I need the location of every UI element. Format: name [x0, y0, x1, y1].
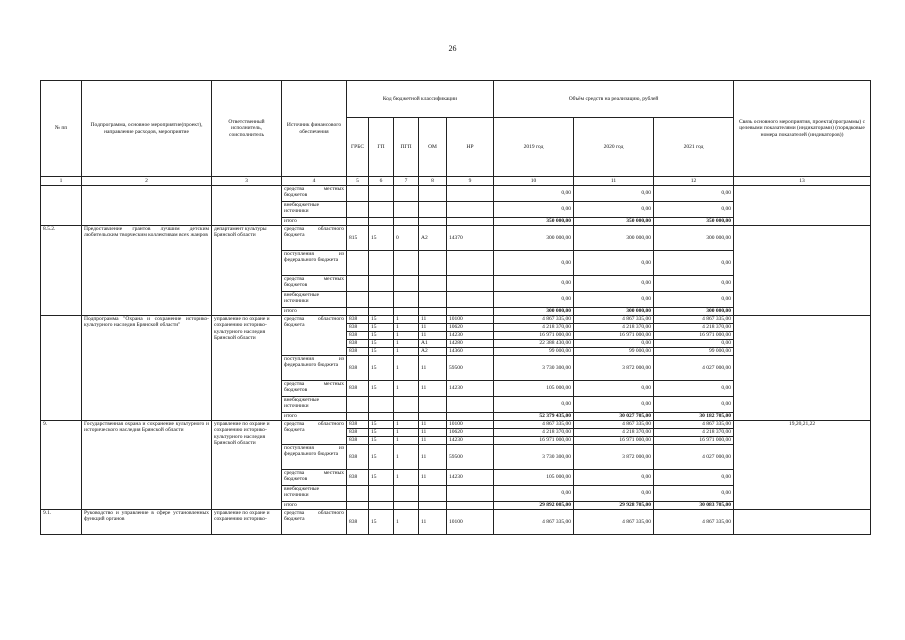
source-federal: поступления из федерального бюджета — [282, 251, 347, 276]
value-2019: 22 388 430,00 — [494, 340, 574, 348]
code-np: 14230 — [447, 437, 494, 445]
header-responsible: Ответственный исполнитель, соисполнитель — [212, 81, 282, 177]
table-row — [41, 421, 871, 429]
source-nonbudget: внебюджетные источники — [282, 486, 347, 502]
code-np: 14230 — [447, 470, 494, 486]
value-2020: 300 000,00 — [574, 226, 654, 251]
source-local: средства местных бюджетов — [282, 276, 347, 292]
table-row — [41, 226, 871, 251]
total-2019: 52 379 435,00 — [494, 413, 574, 421]
value-2021: 0,00 — [654, 251, 734, 276]
value-2019: 16 971 000,00 — [494, 437, 574, 445]
value-2021: 4 218 370,00 — [654, 429, 734, 437]
code-grbs: 838 — [347, 340, 369, 348]
value-2021: 0,00 — [654, 202, 734, 218]
value-2020: 4 218 370,00 — [574, 324, 654, 332]
value-2021: 4 027 000,00 — [654, 445, 734, 470]
value-2021: 0,00 — [654, 486, 734, 502]
value-2020: 0,00 — [574, 251, 654, 276]
code-gp: 15 — [369, 226, 394, 251]
header-no: № пп — [41, 81, 82, 177]
value-2019: 0,00 — [494, 251, 574, 276]
code-om: 11 — [419, 316, 447, 324]
total-2019: 29 892 005,00 — [494, 502, 574, 510]
row-link — [734, 316, 871, 421]
code-np: 10100 — [447, 510, 494, 535]
header-pgp: ПГП — [394, 118, 419, 177]
header-2021: 2021 год — [654, 118, 734, 177]
code-gp: 15 — [369, 429, 394, 437]
row-no: 9. — [41, 421, 82, 510]
column-number: 10 — [494, 177, 574, 186]
code-gp: 15 — [369, 510, 394, 535]
value-2019: 99 000,00 — [494, 348, 574, 356]
value-2019: 0,00 — [494, 397, 574, 413]
source-nonbudget: внебюджетные источники — [282, 397, 347, 413]
header-budget-code: Код бюджетной классификации — [347, 81, 494, 118]
table-row — [41, 510, 871, 535]
value-2021: 0,00 — [654, 186, 734, 202]
code-grbs: 838 — [347, 348, 369, 356]
row-responsible: управление по охране и сохранению историко- — [212, 510, 282, 535]
source-regional: средства областного бюджета — [282, 316, 347, 356]
value-2019: 0,00 — [494, 486, 574, 502]
source-total: итого — [282, 413, 347, 421]
row-name — [82, 186, 212, 226]
code-om: 11 — [419, 429, 447, 437]
code-om: 11 — [419, 381, 447, 397]
column-number: 12 — [654, 177, 734, 186]
code-np: 14370 — [447, 226, 494, 251]
value-2019: 300 000,00 — [494, 226, 574, 251]
source-local: средства местных бюджетов — [282, 470, 347, 486]
value-2020: 4 867 335,00 — [574, 421, 654, 429]
code-np: 14360 — [447, 348, 494, 356]
code-pgp: 1 — [394, 316, 419, 324]
code-pgp: 1 — [394, 356, 419, 381]
code-np: 14280 — [447, 340, 494, 348]
code-grbs: 838 — [347, 437, 369, 445]
header-2020: 2020 год — [574, 118, 654, 177]
column-number: 13 — [734, 177, 871, 186]
source-regional: средства областного бюджета — [282, 421, 347, 445]
code-np: 10100 — [447, 316, 494, 324]
row-name: Руководство и управление в сфере установленных функций органов — [82, 510, 212, 535]
column-number: 11 — [574, 177, 654, 186]
code-np: 10100 — [447, 421, 494, 429]
row-link — [734, 226, 871, 316]
code-grbs: 838 — [347, 324, 369, 332]
column-number: 8 — [419, 177, 447, 186]
total-2021: 30 182 705,00 — [654, 413, 734, 421]
code-om: 11 — [419, 470, 447, 486]
code-grbs: 838 — [347, 332, 369, 340]
code-gp: 15 — [369, 381, 394, 397]
row-name: Подпрограмма "Охрана и сохранение историко-культурного наследия Брянской области" — [82, 316, 212, 421]
value-2019: 105 000,00 — [494, 470, 574, 486]
value-2020: 0,00 — [574, 381, 654, 397]
value-2020: 0,00 — [574, 397, 654, 413]
value-2020: 4 218 370,00 — [574, 429, 654, 437]
column-number: 9 — [447, 177, 494, 186]
row-link — [734, 186, 871, 226]
value-2019: 0,00 — [494, 202, 574, 218]
code-np: 10620 — [447, 429, 494, 437]
value-2020: 0,00 — [574, 292, 654, 308]
row-responsible: департамент культуры Брянской области — [212, 226, 282, 316]
header-row — [41, 81, 871, 118]
header-np: НР — [447, 118, 494, 177]
row-link: 19,20,21,22 — [734, 421, 871, 510]
row-no: 8.5.2. — [41, 226, 82, 316]
row-name: Предоставление грантов лучшим детским любительским творческим коллективам всех жанров — [82, 226, 212, 316]
value-2020: 0,00 — [574, 486, 654, 502]
code-gp: 15 — [369, 421, 394, 429]
total-2021: 30 083 705,00 — [654, 502, 734, 510]
code-om: 11 — [419, 445, 447, 470]
code-grbs: 838 — [347, 445, 369, 470]
source-local: средства местных бюджетов — [282, 186, 347, 202]
source-total: итого — [282, 308, 347, 316]
source-nonbudget: внебюджетные источники — [282, 202, 347, 218]
value-2021: 4 218 370,00 — [654, 324, 734, 332]
total-2020: 29 928 705,00 — [574, 502, 654, 510]
total-2020: 30 027 705,00 — [574, 413, 654, 421]
code-pgp: 1 — [394, 332, 419, 340]
code-gp: 15 — [369, 445, 394, 470]
value-2020: 0,00 — [574, 276, 654, 292]
code-grbs: 838 — [347, 316, 369, 324]
header-grbs: ГРБС — [347, 118, 369, 177]
value-2021: 0,00 — [654, 381, 734, 397]
value-2020: 0,00 — [574, 470, 654, 486]
header-link: Связь основного мероприятия, проекта(программы) с целевыми показателями (индикаторами) (порядковые номера показателей (индикаторов)) — [734, 81, 871, 177]
code-pgp: 0 — [394, 226, 419, 251]
value-2021: 99 000,00 — [654, 348, 734, 356]
value-2019: 0,00 — [494, 292, 574, 308]
table-row — [41, 186, 871, 202]
code-grbs: 838 — [347, 421, 369, 429]
code-pgp: 1 — [394, 429, 419, 437]
source-nonbudget: внебюджетные источники — [282, 292, 347, 308]
value-2020: 99 000,00 — [574, 348, 654, 356]
header-2019: 2019 год — [494, 118, 574, 177]
code-pgp: 1 — [394, 340, 419, 348]
source-local: средства местных бюджетов — [282, 381, 347, 397]
column-number: 1 — [41, 177, 82, 186]
value-2020: 4 867 335,00 — [574, 316, 654, 324]
code-grbs: 838 — [347, 470, 369, 486]
header-om: ОМ — [419, 118, 447, 177]
value-2020: 0,00 — [574, 186, 654, 202]
value-2019: 4 218 370,00 — [494, 324, 574, 332]
code-pgp: 1 — [394, 445, 419, 470]
code-om: 11 — [419, 421, 447, 429]
code-np: 14230 — [447, 381, 494, 397]
value-2019: 4 867 335,00 — [494, 510, 574, 535]
total-2019: 350 000,00 — [494, 218, 574, 226]
code-gp: 15 — [369, 340, 394, 348]
code-pgp: 1 — [394, 324, 419, 332]
value-2019: 3 730 300,00 — [494, 445, 574, 470]
value-2021: 4 867 335,00 — [654, 316, 734, 324]
code-gp: 15 — [369, 324, 394, 332]
value-2021: 300 000,00 — [654, 226, 734, 251]
value-2019: 3 730 300,00 — [494, 356, 574, 381]
value-2020: 0,00 — [574, 202, 654, 218]
value-2019: 16 971 000,00 — [494, 332, 574, 340]
value-2021: 0,00 — [654, 470, 734, 486]
header-source: Источник финансового обеспечения — [282, 81, 347, 177]
value-2020: 4 867 335,00 — [574, 510, 654, 535]
code-om: А2 — [419, 226, 447, 251]
code-om: А1 — [419, 340, 447, 348]
header-name: Подпрограмма, основное мероприятие(проект), направление расходов, мероприятие — [82, 81, 212, 177]
total-2021: 350 000,00 — [654, 218, 734, 226]
code-gp: 15 — [369, 356, 394, 381]
source-regional: средства областного бюджета — [282, 510, 347, 535]
total-2020: 350 000,00 — [574, 218, 654, 226]
row-responsible — [212, 186, 282, 226]
source-total: итого — [282, 218, 347, 226]
code-grbs: 838 — [347, 429, 369, 437]
value-2019: 0,00 — [494, 276, 574, 292]
code-grbs: 838 — [347, 381, 369, 397]
value-2021: 4 867 335,00 — [654, 421, 734, 429]
column-number: 4 — [282, 177, 347, 186]
code-grbs: 838 — [347, 356, 369, 381]
code-om: 11 — [419, 510, 447, 535]
source-federal: поступления из федерального бюджета — [282, 356, 347, 381]
header-gp: ГП — [369, 118, 394, 177]
table-row — [41, 316, 871, 324]
code-np: 14230 — [447, 332, 494, 340]
row-no — [41, 186, 82, 226]
code-gp: 15 — [369, 316, 394, 324]
code-om: 11 — [419, 324, 447, 332]
row-responsible: управление по охране и сохранению историко-культурного наследия Брянской области — [212, 421, 282, 510]
code-pgp: 1 — [394, 381, 419, 397]
code-grbs: 838 — [347, 510, 369, 535]
code-np: 59500 — [447, 445, 494, 470]
code-om: 11 — [419, 332, 447, 340]
value-2019: 0,00 — [494, 186, 574, 202]
row-responsible: управление по охране и сохранению историко-культурного наследия Брянской области — [212, 316, 282, 421]
code-pgp: 1 — [394, 421, 419, 429]
code-np: 59500 — [447, 356, 494, 381]
value-2021: 4 027 000,00 — [654, 356, 734, 381]
row-link — [734, 510, 871, 535]
value-2021: 4 867 335,00 — [654, 510, 734, 535]
code-pgp: 1 — [394, 510, 419, 535]
header-volume: Объём средств на реализацию, рублей — [494, 81, 734, 118]
value-2021: 0,00 — [654, 292, 734, 308]
column-number: 3 — [212, 177, 282, 186]
row-name: Государственная охрана и сохранение культурного и исторического наследия Брянской области — [82, 421, 212, 510]
value-2020: 0,00 — [574, 340, 654, 348]
page-number: 26 — [448, 44, 457, 53]
value-2021: 0,00 — [654, 397, 734, 413]
total-2020: 300 000,00 — [574, 308, 654, 316]
header-numbering-row — [41, 177, 871, 186]
total-2021: 300 000,00 — [654, 308, 734, 316]
value-2020: 3 872 000,00 — [574, 356, 654, 381]
value-2020: 16 971 000,00 — [574, 437, 654, 445]
code-om: 11 — [419, 437, 447, 445]
budget-table — [40, 80, 871, 535]
value-2021: 0,00 — [654, 276, 734, 292]
source-federal: поступления из федерального бюджета — [282, 445, 347, 470]
value-2020: 3 872 000,00 — [574, 445, 654, 470]
value-2019: 4 867 335,00 — [494, 421, 574, 429]
source-regional: средства областного бюджета — [282, 226, 347, 251]
row-no — [41, 316, 82, 421]
code-pgp: 1 — [394, 470, 419, 486]
column-number: 6 — [369, 177, 394, 186]
code-gp: 15 — [369, 470, 394, 486]
code-gp: 15 — [369, 437, 394, 445]
value-2021: 0,00 — [654, 340, 734, 348]
code-om: А2 — [419, 348, 447, 356]
value-2019: 4 867 335,00 — [494, 316, 574, 324]
value-2021: 16 971 000,00 — [654, 437, 734, 445]
code-np: 10620 — [447, 324, 494, 332]
column-number: 2 — [82, 177, 212, 186]
row-no: 9.1. — [41, 510, 82, 535]
code-grbs: 815 — [347, 226, 369, 251]
code-pgp: 1 — [394, 348, 419, 356]
source-total: итого — [282, 502, 347, 510]
code-om: 11 — [419, 356, 447, 381]
total-2019: 300 000,00 — [494, 308, 574, 316]
value-2019: 4 218 370,00 — [494, 429, 574, 437]
code-pgp: 1 — [394, 437, 419, 445]
value-2019: 105 000,00 — [494, 381, 574, 397]
column-number: 7 — [394, 177, 419, 186]
code-gp: 15 — [369, 332, 394, 340]
column-number: 5 — [347, 177, 369, 186]
code-gp: 15 — [369, 348, 394, 356]
value-2020: 16 971 000,00 — [574, 332, 654, 340]
value-2021: 16 971 000,00 — [654, 332, 734, 340]
